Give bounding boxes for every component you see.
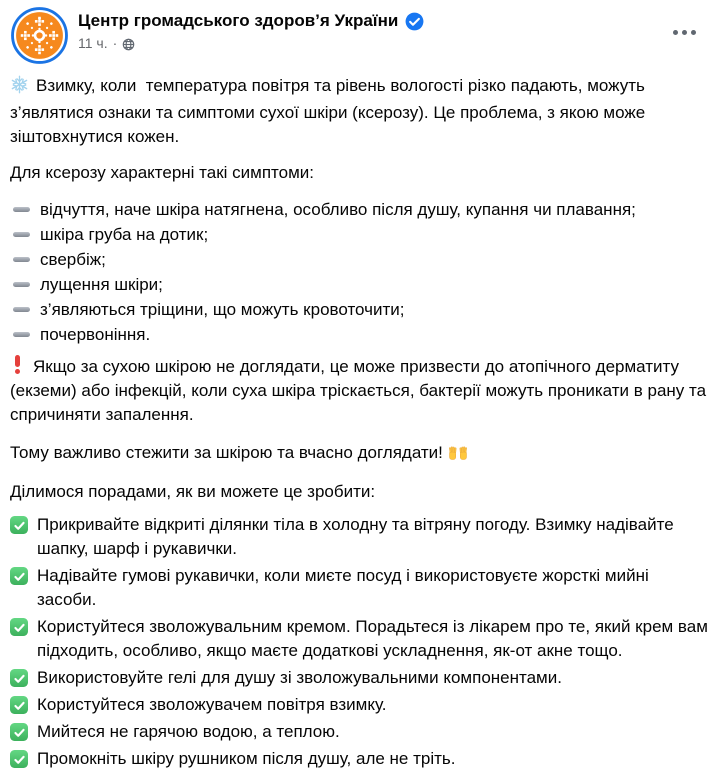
post-body [0,64,722,771]
post-header [0,0,722,64]
followup-paragraph [10,441,711,468]
followup-text: Тому важливо стежити за шкірою та вчасно доглядати! [10,443,443,462]
symptoms-list [10,197,711,347]
minus-icon [13,282,30,287]
check-mark-icon [10,723,28,741]
minus-icon [13,207,30,212]
list-item: лущення шкіри; [10,272,711,297]
warning-text: Якщо за сухою шкірою не доглядати, це може призвести до атопічного дерматиту (екземи) або інфекцій, коли суха шкіра тріскається, бактерії можуть проникати в рану та спричиняти запалення. [10,357,711,424]
dot-icon [682,30,687,35]
tips-heading: Ділимося порадами, як ви можете це зробити: [10,482,376,501]
list-item: шкіра груба на дотик; [10,222,711,247]
minus-icon [13,307,30,312]
check-mark-icon [10,618,28,636]
globe-icon [122,38,135,51]
page-avatar[interactable] [11,7,68,64]
check-mark-icon [10,696,28,714]
header-text [78,7,667,52]
tips-list [10,513,711,771]
open-hands-icon [448,444,468,468]
check-mark-icon [10,516,28,534]
list-item: Користуйтеся зволожувальним кремом. Порадьтеся із лікарем про те, який крем вам підходить, особливо, якщо маєте додаткові ускладнення, як-от акне тощо. [10,615,711,663]
check-mark-icon [10,567,28,585]
phc-logo-icon [11,7,68,64]
intro-paragraph [10,74,711,149]
list-item: з’являються тріщини, що можуть кровоточити; [10,297,711,322]
list-item: Прикривайте відкриті ділянки тіла в холодну та вітряну погоду. Взимку надівайте шапку, шарф і рукавички. [10,513,711,561]
minus-icon [13,257,30,262]
verified-badge-icon [405,12,424,31]
list-item: Мийтеся не гарячою водою, а теплою. [10,720,711,744]
minus-icon [13,332,30,337]
post-meta [78,35,667,52]
warning-paragraph [10,355,711,427]
check-mark-icon [10,669,28,687]
page-name[interactable]: Центр громадського здоров’я України [78,11,399,30]
exclamation-icon [13,355,22,375]
symptoms-heading: Для ксерозу характерні такі симптоми: [10,163,315,182]
list-item: свербіж; [10,247,711,272]
meta-separator: · [112,35,118,51]
intro-text: Взимку, коли температура повітря та рівень вологості різко падають, можуть з’являтися ознаки та симптоми сухої шкіри (ксерозу). Це проблема, з якою може зіштовхнутися кожен. [10,76,650,146]
list-item: Користуйтеся зволожувачем повітря взимку. [10,693,711,717]
dot-icon [691,30,696,35]
snowflake-icon [10,75,29,101]
list-item: Надівайте гумові рукавички, коли миєте посуд і використовуєте жорсткі мийні засоби. [10,564,711,612]
minus-icon [13,232,30,237]
more-options-button[interactable] [667,20,702,45]
dot-icon [673,30,678,35]
list-item: Промокніть шкіру рушником після душу, але не тріть. [10,747,711,771]
list-item: Використовуйте гелі для душу зі зволожувальними компонентами. [10,666,711,690]
list-item: відчуття, наче шкіра натягнена, особливо після душу, купання чи плавання; [10,197,711,222]
list-item: почервоніння. [10,322,711,347]
timestamp[interactable]: 11 ч. [78,35,108,51]
check-mark-icon [10,750,28,768]
